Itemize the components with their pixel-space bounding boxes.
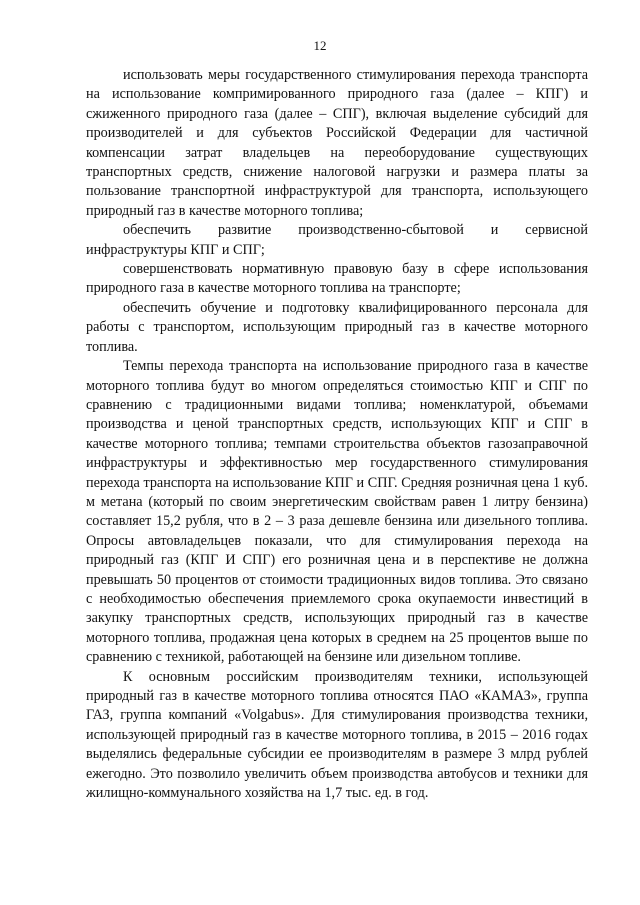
page-number: 12: [313, 38, 327, 53]
paragraph-regulatory-base: совершенствовать нормативную правовую базу в сфере использования природного газа в качестве моторного топлива на транспорте;: [86, 261, 588, 297]
document-body: [86, 66, 588, 803]
paragraph-infrastructure: обеспечить развитие производственно-сбытовой и сервисной инфраструктуры КПГ и СПГ;: [86, 222, 588, 258]
paragraph-manufacturers: К основным российским производителям техники, использующей природный газ в качестве моторного топлива относятся ПАО «КАМАЗ», группа ГАЗ, группа компаний «Volgabus». Для стимулирования производства техники, использующей природный газ в качестве моторного топлива, в 2015 – 2016 годах выделялись федеральные субсидии ее производителям в размере 3 млрд рублей ежегодно. Это позволило увеличить объем производства автобусов и техники для жилищно-коммунального хозяйства на 1,7 тыс. ед. в год.: [86, 668, 588, 802]
paragraph-state-stimulation: использовать меры государственного стимулирования перехода транспорта на использование компримированного природного газа (далее – КПГ) и сжиженного природного газа (далее – СПГ), включая выделение субсидий для производителей и для субъектов Российской Федерации для частичной компенсации затрат владельцев на переоборудование существующих транспортных средств, снижение налоговой нагрузки и размера платы за пользование транспортной инфраструктурой для транспорта, использующего природный газ в качестве моторного топлива;: [86, 67, 588, 219]
paragraph-personnel-training: обеспечить обучение и подготовку квалифицированного персонала для работы с транспортом, использующим природный газ в качестве моторного топлива.: [86, 299, 588, 355]
paragraph-transition-rates: Темпы перехода транспорта на использование природного газа в качестве моторного топлива будут во многом определяться стоимостью КПГ и СПГ по сравнению с традиционными видами топлива; номенклатурой, объемами производства и ценой транспортных средств, использующих КПГ и СПГ в качестве моторного топлива; темпами строительства объектов газозаправочной инфраструктуры и эффективностью мер государственного стимулирования перехода транспорта на использование КПГ и СПГ. Средняя розничная цена 1 куб. м метана (который по своим энергетическим свойствам равен 1 литру бензина) составляет 15,2 рубля, что в 2 – 3 раза дешевле бензина или дизельного топлива. Опросы автовладельцев показали, что для стимулирования перехода на природный газ (КПГ И СПГ) его розничная цена и в перспективе не должна превышать 50 процентов от стоимости традиционных видов топлива. Это связано с необходимостью обеспечения приемлемого срока окупаемости инвестиций в закупку транспортных средств, использующих природный газ в качестве моторного топлива, продажная цена которых в среднем на 25 процентов выше по сравнению с техникой, работающей на бензине или дизельном топливе.: [86, 358, 588, 666]
